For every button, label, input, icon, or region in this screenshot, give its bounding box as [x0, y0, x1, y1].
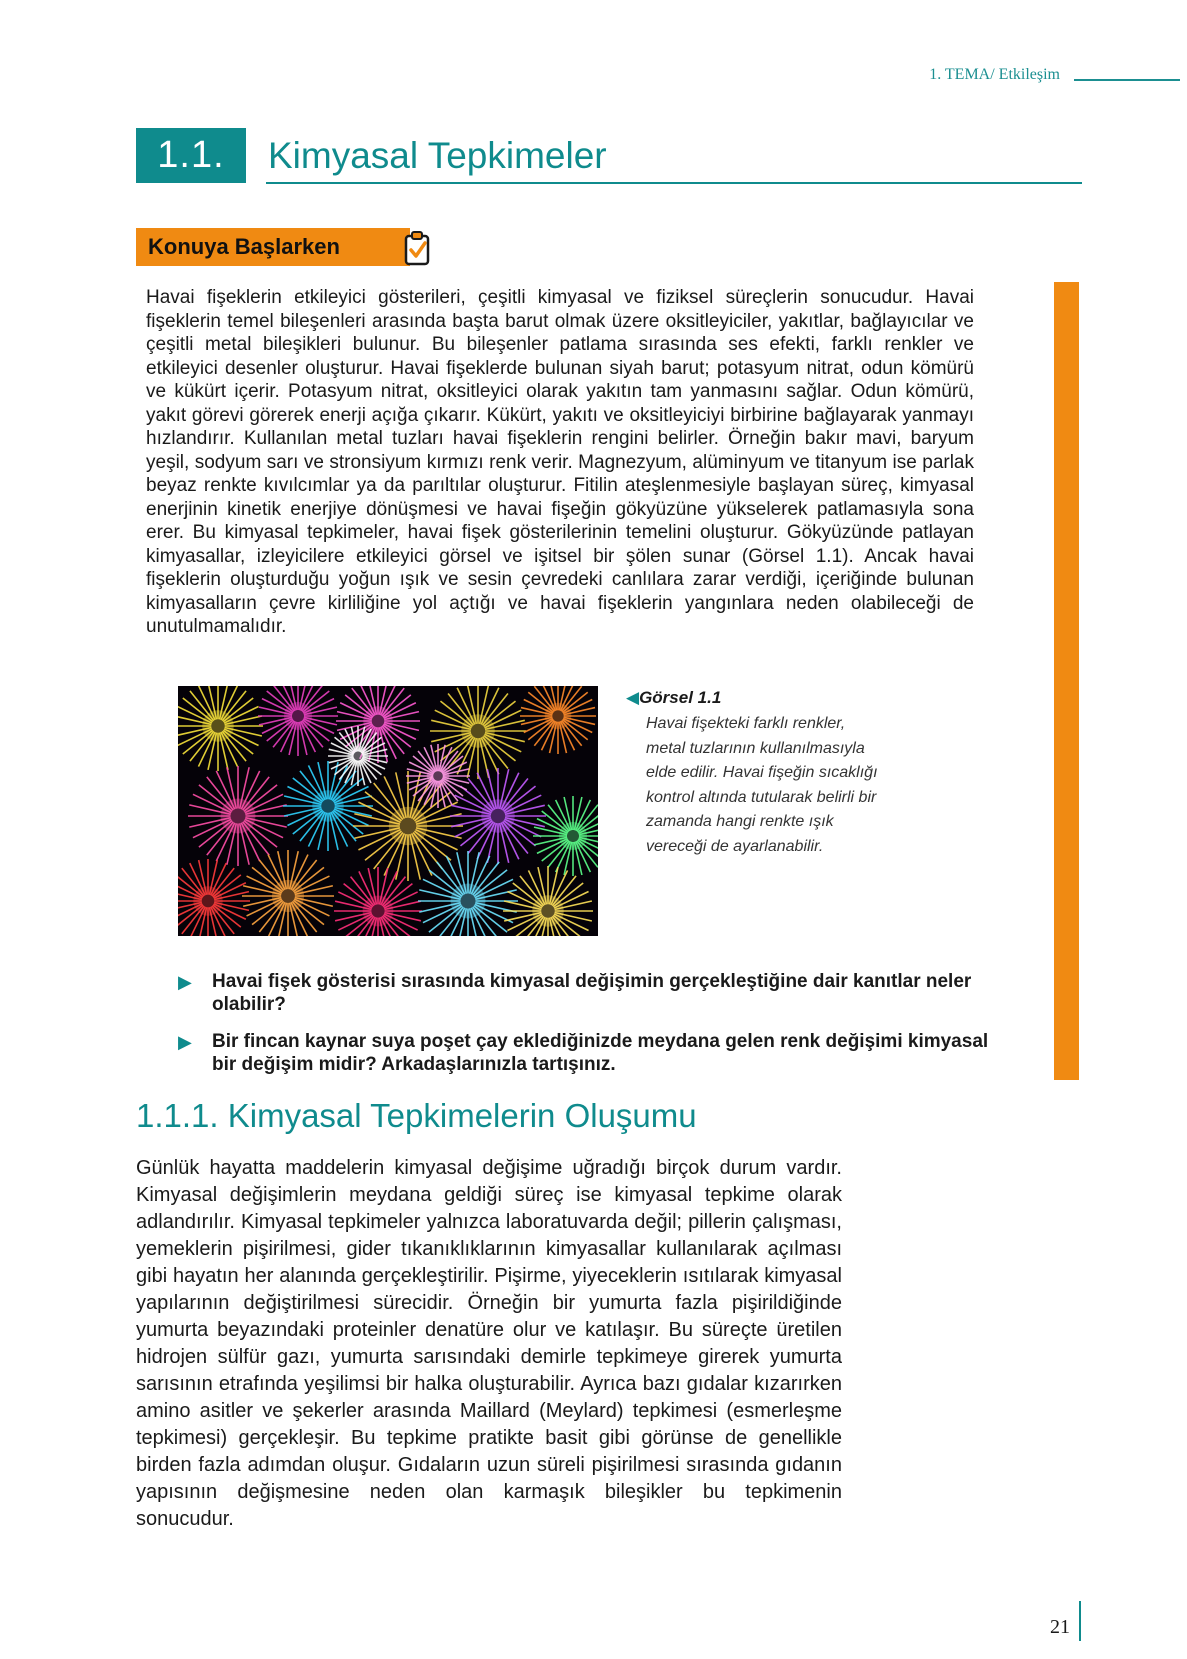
section-title-rule: [266, 182, 1082, 184]
question-item: [178, 1030, 998, 1076]
subsection-title: 1.1.1. Kimyasal Tepkimelerin Oluşumu: [136, 1097, 697, 1134]
question-text: Bir fincan kaynar suya poşet çay eklediğinizde meydana gelen renk değişimi kimyasal bir değişim midir? Arkadaşlarınızla tartışınız.: [212, 1031, 989, 1075]
question-text: Havai fişek gösterisi sırasında kimyasal değişimin gerçekleştiğine dair kanıtlar neler olabilir?: [212, 971, 972, 1015]
caption-title-text: Görsel 1.1: [639, 688, 722, 707]
section-number-box: 1.1.: [136, 128, 246, 183]
running-head: 1. TEMA/ Etkileşim: [929, 66, 1060, 83]
figure-caption-text: Havai fişekteki farklı renkler, metal tuzlarının kullanılmasıyla elde edilir. Havai fişeğin sıcaklığı kontrol altında tutularak belirli bir zamanda hangi renkte ışık vereceği de ayarlanabilir.: [646, 715, 878, 855]
section-title: Kimyasal Tepkimeler: [268, 135, 607, 176]
body-paragraph: Günlük hayatta maddelerin kimyasal değişime uğradığı birçok durum vardır. Kimyasal değişimlerin meydana geldiği süreç ise kimyasal tepkime olarak adlandırılır. Kimyasal tepkimeler yalnızca laboratuvarda değil; pillerin çalışması, yemeklerin pişirilmesi, gider tıkanıklıklarının kimyasallar kullanılarak açılması gibi hayatın her alanında gerçekleştirilir. Pişirme, yiyeceklerin ısıtılarak kimyasal yapılarının değiştirilmesi sürecidir. Örneğin bir yumurta fazla pişirildiğinde yumurta beyazındaki proteinler denatüre olur ve katılaşır. Bu süreçte üretilen hidrojen sülfür gazı, yumurta sarısındaki demirle tepkimeye girerek yumurta sarısının etrafında yeşilimsi bir halka oluşturabilir. Ayrıca bazı gıdalar kızarırken amino asitler ve şekerler arasında Maillard (Meylard) tepkimesi (esmerleşme tepkimesi) gerçekleşir. Bu tepkime pratikte basit gibi görünse de genellikle birden fazla adımdan oluşur. Gıdaların uzun süreli pişirilmesi sırasında gıdanın yapısının değişmesine neden olan karmaşık bileşikler bu tepkimenin sonucudur.: [136, 1157, 842, 1530]
clipboard-check-icon: [400, 228, 436, 268]
figure-caption-title: [626, 688, 721, 708]
side-accent-bar: [1054, 282, 1079, 1080]
caption-pointer-icon: ◀: [626, 688, 640, 707]
header-rule: [1074, 79, 1180, 81]
triangle-bullet-icon: ▶: [178, 972, 192, 992]
konuya-baslarken-tab: [136, 228, 410, 266]
triangle-bullet-icon: ▶: [178, 1032, 192, 1052]
page-number: 21: [1050, 1616, 1070, 1638]
intro-paragraph: Havai fişeklerin etkileyici gösterileri, çeşitli kimyasal ve fiziksel süreçlerin sonucudur. Havai fişeklerin temel bileşenleri arasında başta barut olmak üzere oksitleyiciler, yakıtlar, bağlayıcılar ve çeşitli metal bileşikleri bulunur. Bu bileşenler patlama sırasında ses efekti, farklı renkler ve etkileyici desenler oluşturur. Havai fişeklerde bulunan siyah barut; potasyum nitrat, odun kömürü ve kükürt içerir. Potasyum nitrat, oksitleyici olarak yakıtın tam yanmasını sağlar. Odun kömürü, yakıt görevi görerek enerji açığa çıkarır. Kükürt, yakıtı ve oksitleyiciyi birbirine bağlayarak yanmayı hızlandırır. Kullanılan metal tuzları havai fişeklerin rengini belirler. Örneğin bakır mavi, baryum yeşil, sodyum sarı ve stronsiyum kırmızı renk verir. Magnezyum, alüminyum ve titanyum ise parlak beyaz renkte kıvılcımlar ya da parıltılar oluşturur. Fitilin ateşlenmesiyle başlayan süreç, kimyasal enerjinin kinetik enerjiye dönüşmesi ve havai fişeğin gökyüzüne yükselerek patlamasıyla sona erer. Bu kimyasal tepkimeler, havai fişek gösterilerinin temelini oluşturur. Gökyüzünde patlayan kimyasallar, izleyicilere etkileyici görsel ve işitsel bir şölen sunar (Görsel 1.1). Ancak havai fişeklerin oluşturduğu yoğun ışık ve sesin çevredeki canlılara zarar verdiği, içeriğinde bulunan kimyasalların çevre kirliliğine yol açtığı ve havai fişeklerin yangınlara neden olabileceği de unutulmamalıdır.: [146, 287, 974, 637]
page-number-rule: [1079, 1601, 1081, 1641]
fireworks-image: [178, 686, 598, 936]
question-item: [178, 970, 998, 1016]
konuya-baslarken-label: Konuya Başlarken: [148, 234, 340, 259]
